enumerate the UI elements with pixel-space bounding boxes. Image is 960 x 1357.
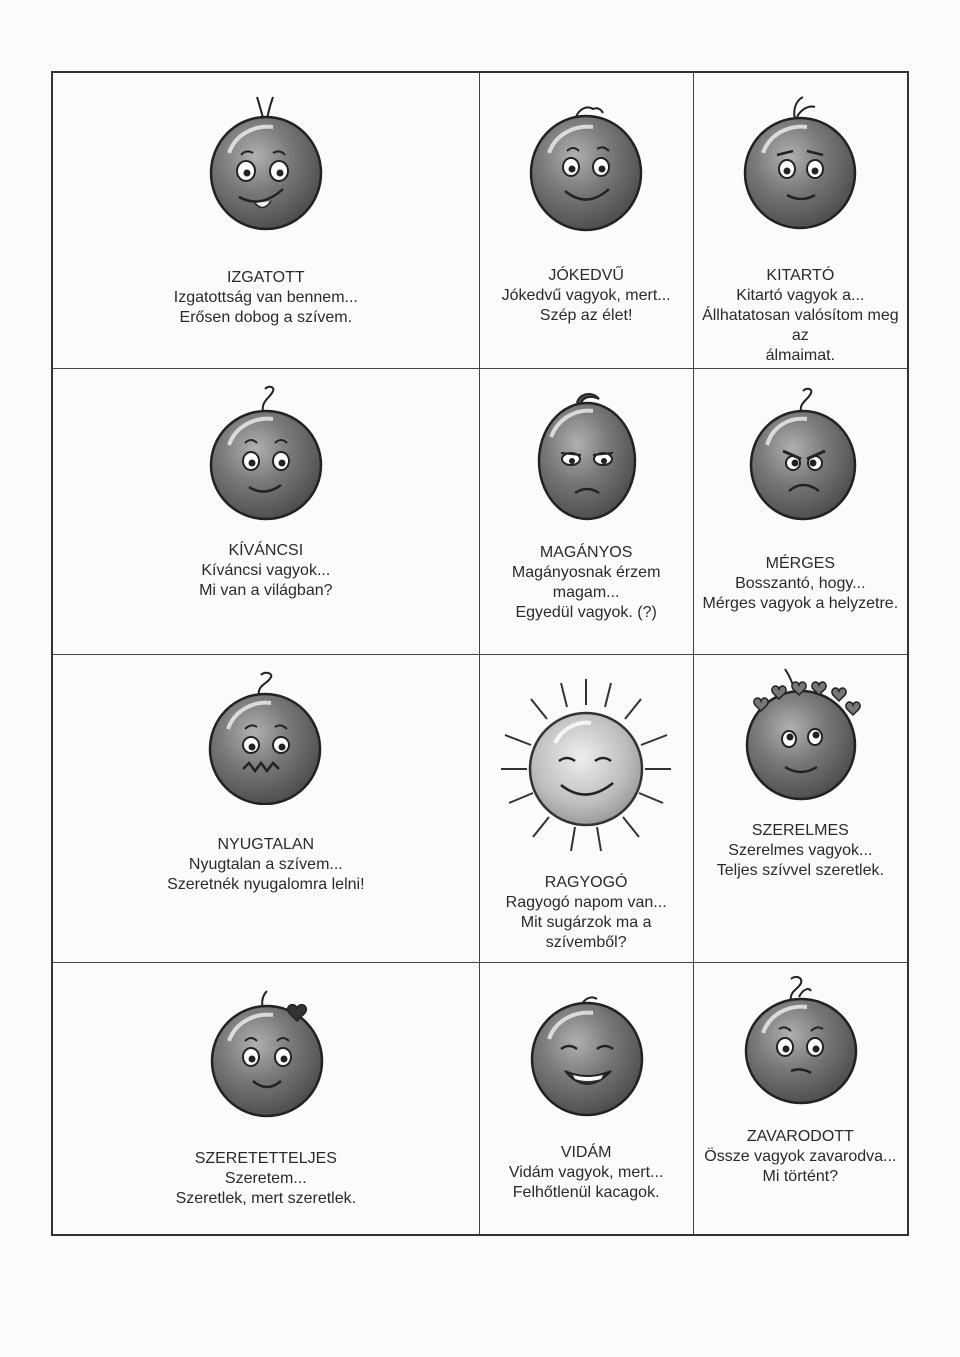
card-text: Ragyogó napom van... [505,894,667,912]
card-text: álmaimat. [765,347,836,364]
card-caption [480,266,693,326]
sun-face-icon [491,661,681,861]
card-text: Szerelmes vagyok... [728,842,873,860]
card-kitarto [694,73,907,369]
card-title: SZERELMES [751,822,849,840]
card-title: KÍVÁNCSI [228,542,304,560]
card-caption [480,873,693,953]
restless-face-icon [201,665,331,805]
card-text: Szeretlek, mert szeretlek. [175,1189,357,1207]
card-text: Izgatottság van bennem... [173,289,358,306]
card-text: Össze vagyok zavarodva... [704,1147,897,1165]
card-caption [53,835,479,895]
card-merges [694,369,907,655]
card-caption [480,1143,693,1203]
card-text: Erősen dobog a szívem. [179,309,353,326]
card-title: SZERETETTELJES [194,1149,337,1167]
card-jokedvu [480,73,694,369]
card-title: RAGYOGÓ [544,874,628,892]
persistent-face-icon [735,91,865,231]
card-text: Jókedvű vagyok, mert... [501,287,671,304]
joyful-face-icon [521,981,651,1121]
curious-face-icon [201,381,331,521]
card-vidam [480,963,694,1234]
card-title: JÓKEDVŰ [548,267,624,284]
card-caption [53,1149,479,1209]
card-nyugtalan [53,655,480,962]
card-title: KITARTÓ [766,267,835,284]
card-text: Teljes szívvel szeretlek. [716,862,884,880]
card-caption [694,821,907,881]
card-szerelmes [694,655,907,962]
card-text: Mi van a világban? [199,582,333,600]
card-maganyos [480,369,694,655]
card-text: Felhőtlenül kacagok. [512,1183,660,1201]
card-title: MAGÁNYOS [539,544,633,562]
card-text: Mérges vagyok a helyzetre. [702,595,899,613]
card-szeretetteljes [53,963,480,1234]
card-caption [694,554,907,614]
angry-face-icon [735,383,865,523]
confused-face-icon [735,967,865,1107]
card-caption [53,268,479,328]
card-izgatott [53,73,480,369]
in-love-face-icon [735,663,865,803]
loving-face-icon [201,981,331,1121]
card-title: IZGATOTT [227,269,305,286]
card-text: Vidám vagyok, mert... [508,1163,664,1181]
card-text: Mit sugárzok ma a szívemből? [520,914,652,952]
card-text: Szeretnék nyugalomra lelni! [167,876,365,894]
card-zavarodott [694,963,907,1234]
lonely-face-icon [521,381,651,521]
card-text: Bosszantó, hogy... [735,575,866,593]
card-text: Mi történt? [762,1167,839,1185]
card-text: Magányosnak érzem magam... [511,564,661,602]
card-title: MÉRGES [765,555,835,573]
card-text: Állhatatosan valósítom meg az [702,307,899,344]
card-text: Egyedül vagyok. (?) [515,604,657,622]
card-text: Kíváncsi vagyok... [201,562,331,580]
card-text: Kitartó vagyok a... [736,287,865,304]
card-text: Szép az élet! [539,307,633,324]
emotion-card-grid [51,71,909,1236]
card-caption [694,266,907,366]
card-caption [694,1127,907,1187]
cheerful-face-icon [521,95,651,235]
card-title: ZAVARODOTT [746,1127,854,1145]
card-title: NYUGTALAN [217,836,315,854]
card-ragyogo [480,655,694,962]
card-caption [53,541,479,601]
excited-face-icon [201,93,331,233]
card-text: Nyugtalan a szívem... [188,856,343,874]
card-text: Szeretem... [224,1169,307,1187]
card-caption [480,543,693,623]
card-kivancsi [53,369,480,655]
card-title: VIDÁM [560,1143,612,1161]
